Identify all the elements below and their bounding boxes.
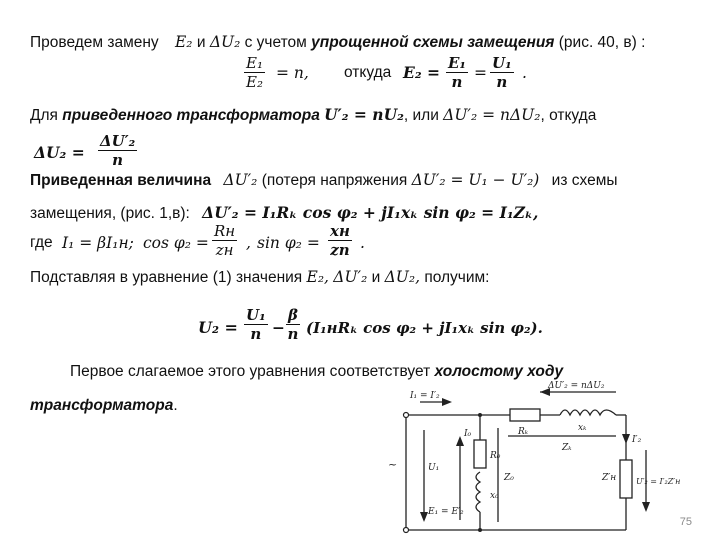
i2-label: I′₂	[632, 435, 642, 445]
equation-part: ΔU′₂	[223, 171, 258, 189]
text: .	[173, 397, 178, 414]
fraction-e1-e2	[244, 54, 265, 91]
text-line-11	[30, 396, 178, 416]
equation-part: ΔU′₂ = U₁ − U′₂)	[411, 171, 540, 189]
numerator: E₁	[448, 54, 467, 72]
text: из схемы	[551, 172, 618, 189]
text: Подставляя в уравнение (1) значения	[30, 269, 303, 286]
fraction-rn-zn	[212, 222, 237, 259]
fraction-xn-zp	[328, 222, 352, 259]
i1-label: I₁ = I′₂	[410, 391, 440, 401]
denominator: zн	[215, 241, 234, 259]
page-number: 75	[679, 516, 692, 528]
equivalent-circuit-diagram	[380, 380, 700, 540]
denominator: n	[496, 73, 508, 91]
equation-part: = n,	[276, 64, 309, 82]
text-line-1	[30, 32, 645, 53]
delta-u-label: ΔU′₂ = nΔU₂	[548, 381, 605, 391]
text: (рис. 40, в) :	[558, 34, 646, 51]
equation-part: U₂ =	[198, 318, 238, 337]
rk-label: Rₖ	[518, 427, 529, 437]
equation-part: .	[360, 234, 365, 252]
text: Для	[30, 107, 58, 124]
z0-label: Z₀	[504, 473, 514, 483]
u1-label: U₁	[428, 463, 440, 473]
text-line-6	[30, 203, 538, 224]
text: , откуда	[540, 107, 597, 124]
zn-label: Z′н	[602, 473, 617, 483]
text: и	[371, 269, 381, 286]
denominator: zп	[330, 241, 350, 259]
equation-part: ΔU′₂	[333, 268, 368, 286]
equation-part: ΔU′₂ = nΔU₂	[443, 106, 541, 124]
x0-label: x₀	[490, 491, 499, 501]
fraction-beta-n	[286, 306, 300, 343]
equation-part: ΔU′₂ = I₁Rₖ cos φ₂ + jI₁xₖ sin φ₂ = I₁Zₖ,	[202, 203, 539, 222]
equation-part: =	[474, 64, 487, 82]
text: откуда	[344, 64, 392, 81]
numerator: U₁	[246, 306, 266, 324]
text: с учетом	[244, 34, 307, 51]
r0-label: R₀	[490, 451, 501, 461]
denominator: n	[451, 73, 463, 91]
text-line-10	[70, 362, 563, 382]
emphasis-text: приведенного трансформатора	[62, 107, 320, 124]
fraction-u1-n-2	[244, 306, 268, 343]
equation-part: ΔU₂,	[384, 268, 420, 286]
e1-label: E₁ = E′₂	[428, 507, 464, 517]
text: замещения, (рис. 1,в):	[30, 205, 190, 222]
denominator: n	[287, 325, 299, 343]
numerator: ΔU′₂	[100, 132, 136, 150]
equation-part: (I₁нRₖ cos φ₂ + jI₁xₖ sin φ₂).	[306, 319, 543, 337]
emphasis-text: холостому ходу	[434, 363, 564, 380]
text: получим:	[424, 269, 490, 286]
fraction-du2-n	[98, 132, 137, 169]
ac-source-symbol: ~	[388, 458, 398, 471]
equation-part: ,	[246, 234, 251, 252]
denominator: n	[112, 151, 124, 169]
text: , или	[403, 107, 439, 124]
i0-label: I₀	[464, 429, 472, 439]
text: Проведем замену	[30, 34, 159, 51]
text-line-3	[30, 105, 596, 126]
equation-part: E₂,	[306, 268, 329, 286]
equation-part: cos φ₂ =	[143, 234, 209, 252]
symbol-delta-u2: ΔU₂	[209, 33, 241, 51]
equation-part: E₂ =	[403, 63, 440, 82]
text-line-8	[30, 267, 489, 288]
fraction-e1-n	[446, 54, 468, 91]
numerator: β	[288, 306, 298, 324]
text: и	[196, 34, 206, 51]
numerator: U₁	[492, 54, 512, 72]
denominator: n	[250, 325, 262, 343]
numerator: Rн	[214, 222, 236, 240]
text: (потеря напряжения	[261, 172, 408, 189]
xk-label: xₖ	[578, 423, 587, 433]
emphasis-text: Приведенная величина	[30, 172, 212, 189]
equation-part: sin φ₂ =	[257, 234, 320, 252]
zk-label: Zₖ	[562, 443, 572, 453]
equation-part: −	[272, 318, 285, 337]
emphasis-text: трансформатора	[30, 397, 174, 414]
u2-label: U′₂ = I′₂Z′н	[636, 477, 681, 486]
numerator: E₁	[246, 54, 263, 72]
text: Первое слагаемое этого уравнения соответствует	[70, 363, 431, 380]
equation-part: U′₂ = nU₂	[324, 105, 404, 124]
equation-part: ΔU₂ =	[34, 143, 85, 162]
text: где	[30, 234, 53, 251]
symbol-e2: E₂	[174, 33, 193, 51]
equation-part: .	[522, 64, 527, 82]
fraction-u1-n	[490, 54, 514, 91]
numerator: xн	[330, 222, 350, 240]
denominator: E₂	[246, 73, 263, 91]
emphasis-text: упрощенной схемы замещения	[311, 34, 555, 51]
equation-part: I₁ = βI₁н;	[62, 234, 134, 252]
text-line-5	[30, 170, 618, 191]
